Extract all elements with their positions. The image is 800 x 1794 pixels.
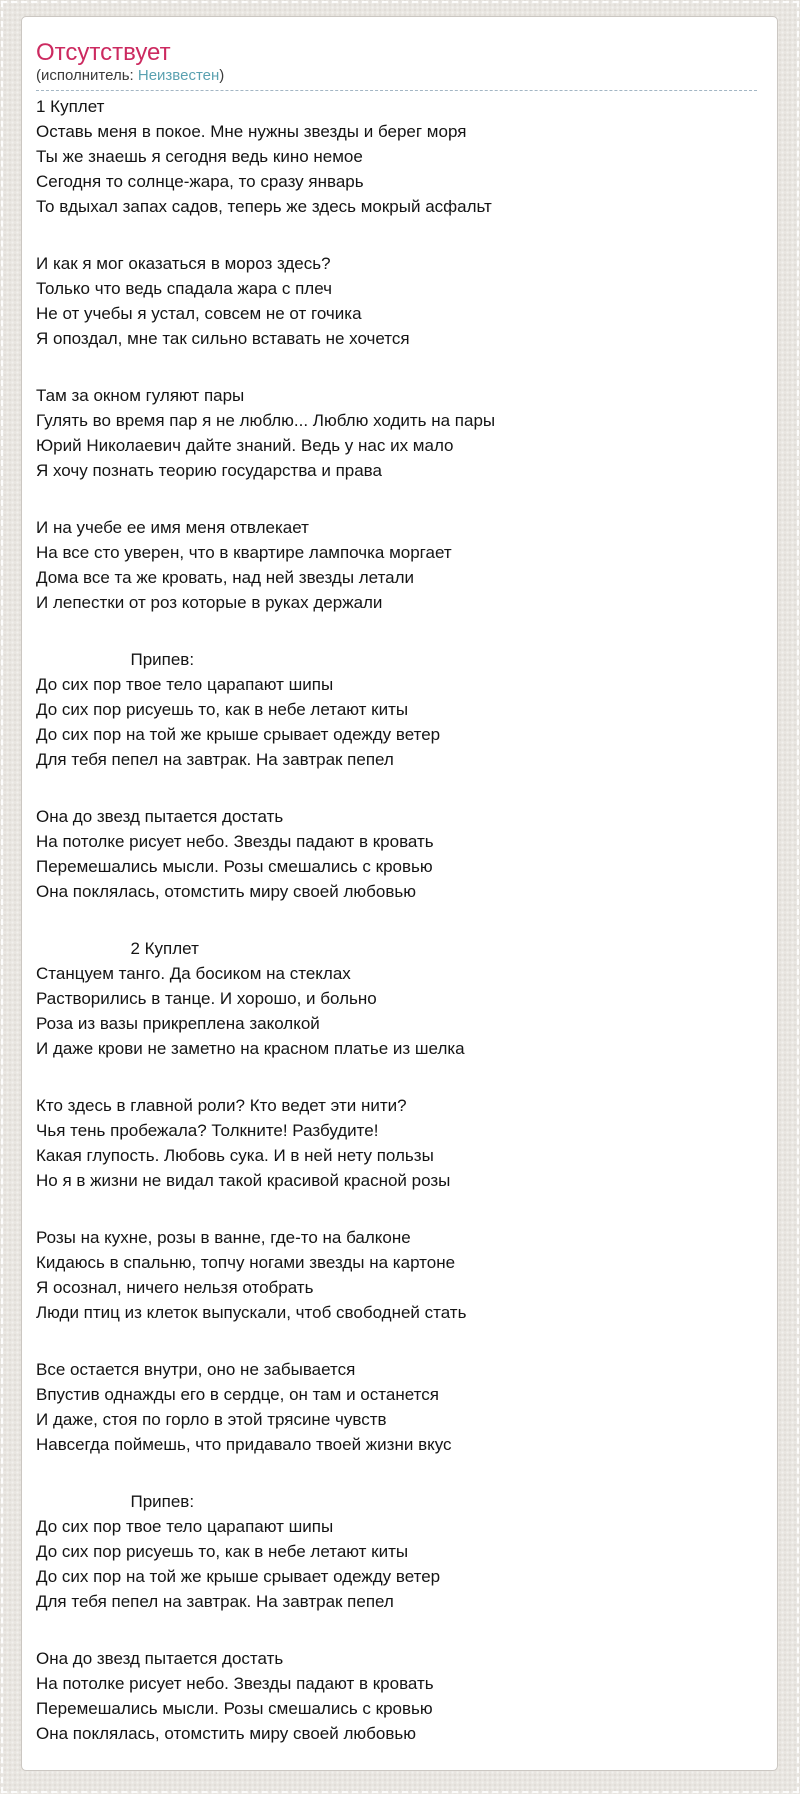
- lyric-line: Кто здесь в главной роли? Кто ведет эти нити?: [36, 1096, 407, 1115]
- lyric-line: Гулять во время пар я не люблю... Люблю ходить на пары: [36, 411, 496, 430]
- stanza: [36, 515, 757, 615]
- lyric-line: Я хочу познать теорию государства и права: [36, 461, 382, 480]
- lyric-line: Растворились в танце. И хорошо, и больно: [36, 989, 377, 1008]
- stanza: [36, 647, 757, 772]
- lyric-line: То вдыхал запах садов, теперь же здесь мокрый асфальт: [36, 197, 492, 216]
- lyric-line: До сих пор твое тело царапают шипы: [36, 675, 334, 694]
- artist-link[interactable]: Неизвестен: [137, 67, 220, 84]
- lyric-line: Припев:: [36, 650, 195, 669]
- stanza: [36, 1646, 757, 1746]
- stanza: [36, 804, 757, 904]
- lyric-line: Юрий Николаевич дайте знаний. Ведь у нас их мало: [36, 436, 454, 455]
- lyric-line: И как я мог оказаться в мороз здесь?: [36, 254, 331, 273]
- lyric-line: Там за окном гуляют пары: [36, 386, 245, 405]
- stanza: [36, 94, 757, 219]
- lyric-line: Только что ведь спадала жара с плеч: [36, 279, 332, 298]
- lyric-line: Но я в жизни не видал такой красивой красной розы: [36, 1171, 451, 1190]
- artist-label-suffix: ): [219, 67, 225, 84]
- artist-line: [36, 67, 757, 85]
- lyric-line: Я осознал, ничего нельзя отобрать: [36, 1278, 314, 1297]
- lyric-line: Оставь меня в покое. Мне нужны звезды и берег моря: [36, 122, 467, 141]
- lyric-line: Она до звезд пытается достать: [36, 1649, 284, 1668]
- lyric-line: 1 Куплет: [36, 97, 105, 116]
- lyric-line: Впустив однажды его в сердце, он там и останется: [36, 1385, 439, 1404]
- lyric-line: Ты же знаешь я сегодня ведь кино немое: [36, 147, 363, 166]
- lyric-line: И даже крови не заметно на красном платье из шелка: [36, 1039, 465, 1058]
- stanza: [36, 1225, 757, 1325]
- lyric-line: Люди птиц из клеток выпускали, чтоб свободней стать: [36, 1303, 467, 1322]
- lyric-line: Для тебя пепел на завтрак. На завтрак пепел: [36, 750, 394, 769]
- lyrics-card: [21, 16, 778, 1771]
- lyrics-text: [36, 91, 757, 1746]
- lyric-line: И на учебе ее имя меня отвлекает: [36, 518, 309, 537]
- lyric-line: Не от учебы я устал, совсем не от гочика: [36, 304, 362, 323]
- lyric-line: Припев:: [36, 1492, 195, 1511]
- lyric-line: На потолке рисует небо. Звезды падают в кровать: [36, 1674, 434, 1693]
- lyric-line: Для тебя пепел на завтрак. На завтрак пепел: [36, 1592, 394, 1611]
- lyric-line: Все остается внутри, оно не забывается: [36, 1360, 356, 1379]
- lyric-line: 2 Куплет: [36, 939, 199, 958]
- lyric-line: Она поклялась, отомстить миру своей любовью: [36, 882, 416, 901]
- lyric-line: Перемешались мысли. Розы смешались с кровью: [36, 1699, 433, 1718]
- lyric-line: Розы на кухне, розы в ванне, где-то на балконе: [36, 1228, 411, 1247]
- lyric-line: На все сто уверен, что в квартире лампочка моргает: [36, 543, 452, 562]
- lyric-line: До сих пор рисуешь то, как в небе летают киты: [36, 700, 409, 719]
- lyric-line: Роза из вазы прикреплена заколкой: [36, 1014, 320, 1033]
- lyric-line: Она до звезд пытается достать: [36, 807, 284, 826]
- stanza: [36, 383, 757, 483]
- lyric-line: Навсегда поймешь, что придавало твоей жизни вкус: [36, 1435, 452, 1454]
- lyric-line: Перемешались мысли. Розы смешались с кровью: [36, 857, 433, 876]
- song-header: [36, 39, 757, 91]
- lyric-line: Она поклялась, отомстить миру своей любовью: [36, 1724, 416, 1743]
- lyric-line: До сих пор на той же крыше срывает одежду ветер: [36, 725, 441, 744]
- lyric-line: И даже, стоя по горло в этой трясине чувств: [36, 1410, 387, 1429]
- lyric-line: Какая глупость. Любовь сука. И в ней нету пользы: [36, 1146, 434, 1165]
- lyric-line: До сих пор твое тело царапают шипы: [36, 1517, 334, 1536]
- lyric-line: До сих пор на той же крыше срывает одежду ветер: [36, 1567, 441, 1586]
- lyric-line: Станцуем танго. Да босиком на стеклах: [36, 964, 351, 983]
- stanza: [36, 251, 757, 351]
- stanza: [36, 1093, 757, 1193]
- lyric-line: До сих пор рисуешь то, как в небе летают киты: [36, 1542, 409, 1561]
- lyric-line: Кидаюсь в спальню, топчу ногами звезды на картоне: [36, 1253, 456, 1272]
- lyric-line: На потолке рисует небо. Звезды падают в кровать: [36, 832, 434, 851]
- lyric-line: Сегодня то солнце-жара, то сразу январь: [36, 172, 364, 191]
- stanza: [36, 936, 757, 1061]
- lyric-line: Дома все та же кровать, над ней звезды летали: [36, 568, 415, 587]
- lyric-line: Я опоздал, мне так сильно вставать не хочется: [36, 329, 410, 348]
- stanza: [36, 1357, 757, 1457]
- lyric-line: Чья тень пробежала? Толкните! Разбудите!: [36, 1121, 379, 1140]
- lyric-line: И лепестки от роз которые в руках держали: [36, 593, 383, 612]
- song-title: Отсутствует: [36, 39, 171, 66]
- stanza: [36, 1489, 757, 1614]
- artist-label-prefix: (исполнитель:: [36, 67, 138, 84]
